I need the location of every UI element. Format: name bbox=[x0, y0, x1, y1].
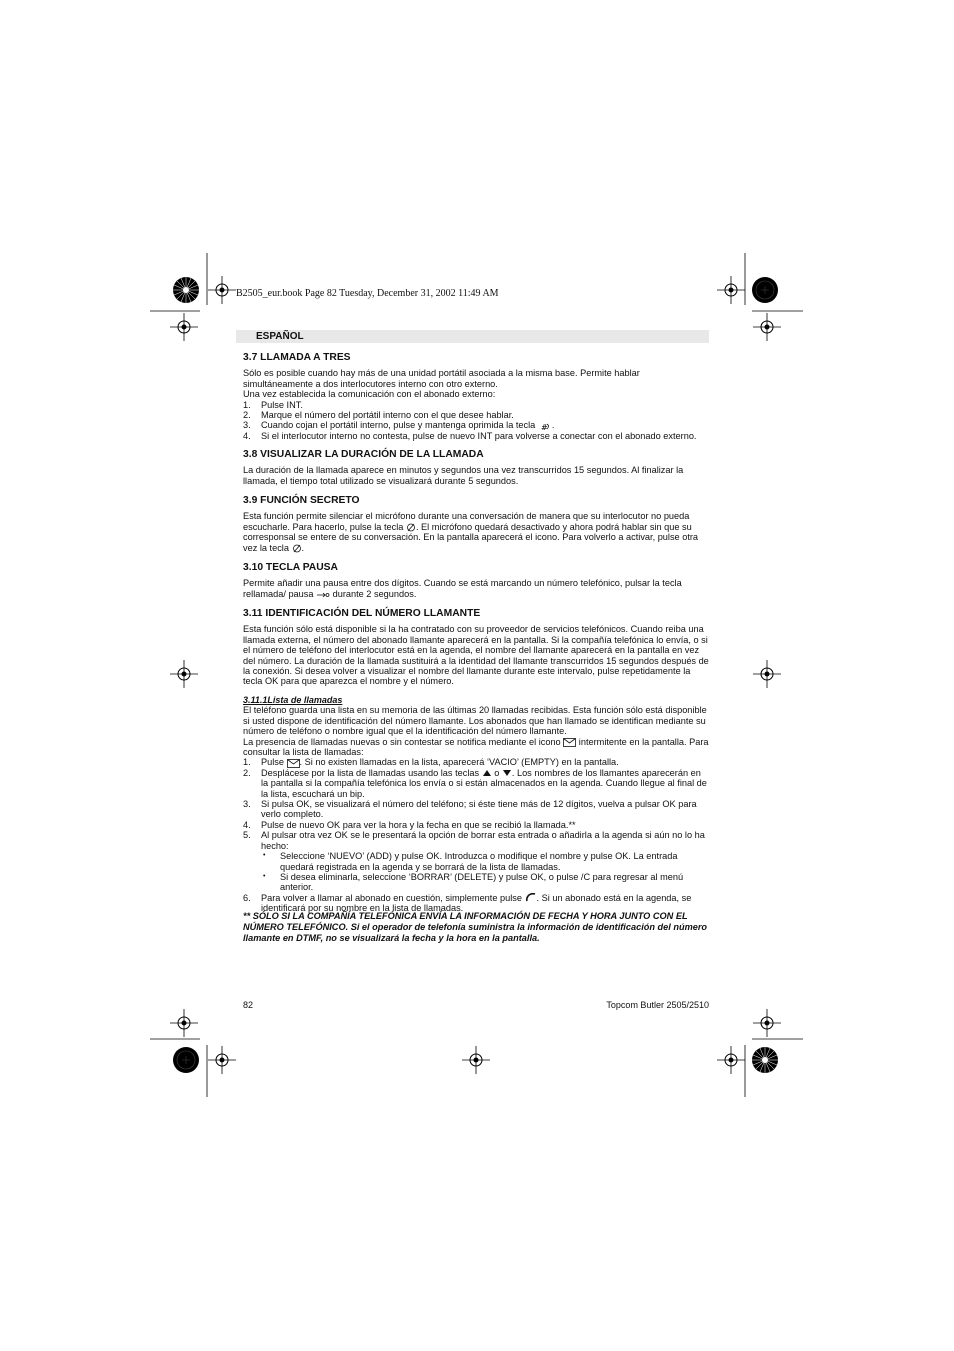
footnote: ** SÓLO SI LA COMPAÑÍA TELEFÓNICA ENVÍA LA INFORMACIÓN DE FECHA Y HORA JUNTO CON EL NÚMERO TELEFÓNICO. Si el operador de telefonía suministra la información de identificación del número llamante en DTMF, no se visualizará la fecha y la hora en la pantalla. bbox=[243, 911, 708, 943]
svg-text:#: # bbox=[540, 422, 548, 431]
section-3-10 bbox=[243, 563, 709, 599]
paragraph: Esta función permite silenciar el micrófono durante una conversación de manera que su interlocutor no pueda escucharle. Para hacerlo, pulse la tecla . El micrófono quedará desactivado y ahora podrá hablar sin que su corresponsal se entere de su conversación. En la pantalla aparecerá el icono. Para volverlo a activar, pulse otra vez la tecla . bbox=[243, 511, 699, 553]
list-item: • Si desea eliminarla, seleccione ‘BORRAR’ (DELETE) y pulse OK, o pulse /C para regresar al menú anterior. bbox=[263, 871, 684, 893]
section-3-11-1 bbox=[243, 695, 709, 914]
print-header: B2505_eur.book Page 82 Tuesday, December 31, 2002 11:49 AM bbox=[236, 288, 499, 299]
section-3-7 bbox=[243, 353, 709, 441]
bullet-list bbox=[243, 851, 709, 893]
paragraph: Permite añadir una pausa entre dos dígitos. Cuando se está marcando un número telefónico, pulsar la tecla rellamada/ pausa durante 2 segundos. bbox=[243, 578, 682, 599]
step-list bbox=[243, 757, 709, 851]
section-3-11 bbox=[243, 609, 709, 687]
list-item: 4. Si el interlocutor interno no contesta, pulse de nuevo INT para volverse a conectar con el abonado externo. bbox=[243, 430, 697, 441]
mute-key-icon bbox=[292, 544, 302, 553]
up-arrow-icon bbox=[482, 769, 492, 777]
step-list bbox=[243, 400, 709, 442]
product-name: Topcom Butler 2505/2510 bbox=[606, 1000, 709, 1010]
list-item: 2. Desplácese por la lista de llamadas usando las teclas o . Los nombres de los llamantes aparecerán en la pantalla si la compañía telefónica los envía o si están almacenados en la agenda. Cuando llegue al final de la lista, escuchará un bip. bbox=[243, 767, 707, 799]
page-number: 82 bbox=[243, 1000, 254, 1010]
section-3-9 bbox=[243, 496, 709, 553]
section-title: 3.11 IDENTIFICACIÓN DEL NÚMERO LLAMANTE bbox=[243, 608, 481, 619]
list-item: 3. Si pulsa OK, se visualizará el número del teléfono; si éste tiene más de 12 dígitos, vuelva a pulsar OK para verlo completo. bbox=[243, 799, 697, 820]
section-title: 3.7 LLAMADA A TRES bbox=[243, 352, 351, 363]
list-item: 3. Cuando cojan el portátil interno, pulse y mantenga oprimida la tecla # . bbox=[243, 420, 555, 431]
list-item: 5. Al pulsar otra vez OK se le presentará la opción de borrar esta entrada o añadirla a la agenda si aún no lo ha hecho: bbox=[243, 830, 705, 851]
paragraph: El teléfono guarda una lista en su memoria de las últimas 20 llamadas recibidas. Esta función sólo está disponible si usted dispone de identificación del número llamante. Los abonados que han llamado se identifican mediante su número de teléfono o nombre igual que el la identificación del número llamante. bbox=[243, 705, 707, 737]
list-item: 1. Pulse INT. bbox=[243, 399, 303, 410]
mute-key-icon bbox=[406, 523, 416, 532]
subsection-title: 3.11.1Lista de llamadas bbox=[243, 695, 343, 705]
down-arrow-icon bbox=[502, 769, 512, 777]
section-title: 3.8 VISUALIZAR LA DURACIÓN DE LA LLAMADA bbox=[243, 449, 484, 460]
handset-icon bbox=[525, 893, 537, 903]
list-item: 4. Pulse de nuevo OK para ver la hora y la fecha en que se recibió la llamada.** bbox=[243, 819, 576, 830]
language-bar bbox=[236, 330, 709, 343]
list-item: • Seleccione ‘NUEVO’ (ADD) y pulse OK. Introduzca o modifique el nombre y pulse OK. La entrada quedará registrada en la agenda y se borrará de la lista de llamadas. bbox=[263, 851, 678, 872]
paragraph: Una vez establecida la comunicación con el abonado externo: bbox=[243, 389, 496, 400]
section-title: 3.10 TECLA PAUSA bbox=[243, 562, 338, 573]
section-3-8 bbox=[243, 450, 709, 486]
paragraph: Sólo es posible cuando hay más de una unidad portátil asociada a la misma base. Permite hablar simultáneamente a dos interlocutores interno con otro externo. bbox=[243, 368, 640, 389]
pause-key-icon bbox=[316, 591, 330, 598]
envelope-icon bbox=[287, 759, 300, 768]
paragraph: La duración de la llamada aparece en minutos y segundos una vez transcurridos 15 segundos. Al finalizar la llamada, el tiempo total utilizado se visualizará durante 5 segundos. bbox=[243, 465, 684, 486]
section-title: 3.9 FUNCIÓN SECRETO bbox=[243, 495, 360, 506]
paragraph: Esta función sólo está disponible si la ha contratado con su proveedor de servicios telefónicos. Cuando reiba una llamada externa, el número del abonado llamante aparecerá en la pantalla. Si la compañía telefónica lo envía, o si el número de teléfono del interlocutor está en la agenda, el nombre del llamante aparecerá en la pantalla en vez del número. La duración de la llamada sustituirá a la identidad del llamante transcurridos 15 segundos después de la conexión. Si desea volver a visualizar el nombre del llamante durante este intervalo, pulse repetidamente la tecla OK para que aparezca el nombre y el número. bbox=[243, 624, 709, 687]
hash-key-icon bbox=[538, 422, 552, 431]
envelope-icon bbox=[563, 738, 576, 747]
list-item: 1. Pulse . Si no existen llamadas en la lista, aparecerá ‘VACIO’ (EMPTY) en la pantalla. bbox=[243, 757, 619, 768]
list-item: 6. Para volver a llamar al abonado en cuestión, simplemente pulse . Si un abonado está en la agenda, se identificará por su nombre en la lista de llamadas. bbox=[243, 892, 692, 914]
paragraph: La presencia de llamadas nuevas o sin contestar se notifica mediante el icono intermitente en la pantalla. Para consultar la lista de llamadas: bbox=[243, 736, 709, 758]
list-item: 2. Marque el número del portátil interno con el que desee hablar. bbox=[243, 410, 514, 421]
language-label: ESPAÑOL bbox=[256, 331, 304, 342]
